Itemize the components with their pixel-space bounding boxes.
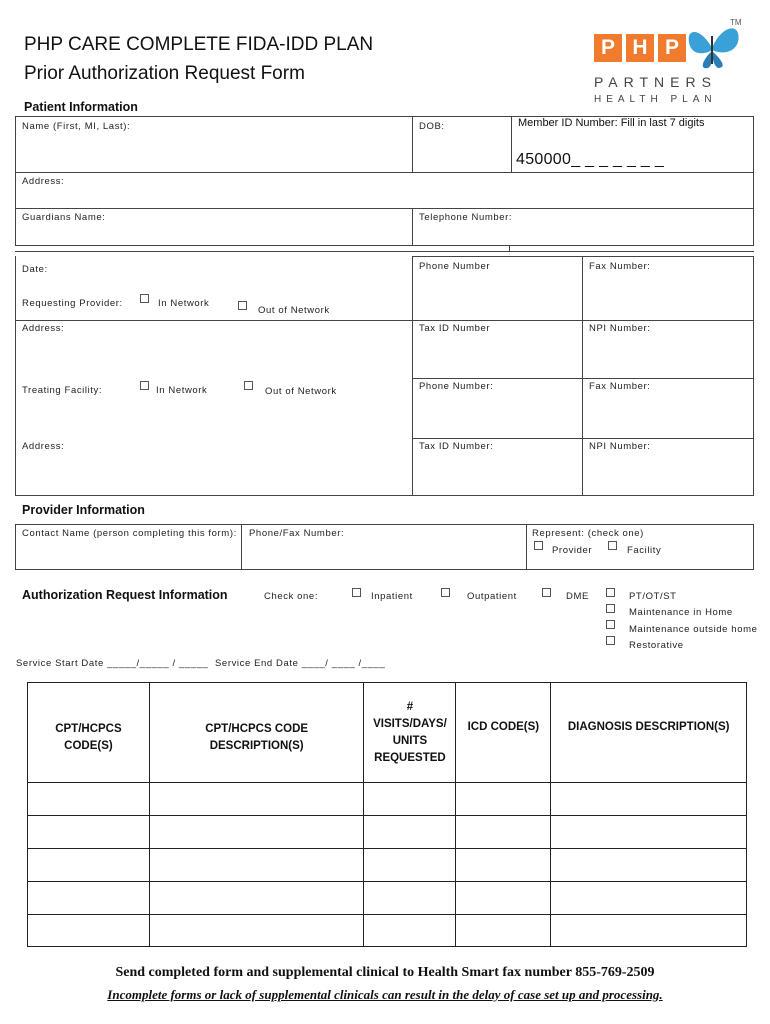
service-start-date[interactable]: Service Start Date _____/_____ / _____: [16, 658, 209, 669]
table-cell[interactable]: [551, 849, 747, 882]
logo-letter-p2: P: [658, 34, 686, 62]
facility-npi-label: NPI Number:: [589, 441, 651, 452]
col-header-icd-codes: ICD CODE(S): [456, 683, 551, 783]
table-cell[interactable]: [149, 915, 364, 947]
table-row: [28, 849, 747, 882]
divider: [582, 256, 583, 496]
table-cell[interactable]: [456, 882, 551, 915]
table-cell[interactable]: [456, 783, 551, 816]
table-row: [28, 915, 747, 947]
table-cell[interactable]: [551, 816, 747, 849]
trademark: TM: [730, 18, 742, 27]
divider: [412, 256, 413, 496]
table-cell[interactable]: [149, 783, 364, 816]
table-cell[interactable]: [456, 816, 551, 849]
butterfly-icon: [682, 18, 744, 78]
dme-checkbox[interactable]: [542, 588, 551, 597]
divider: [511, 116, 512, 173]
inpatient-checkbox[interactable]: [352, 588, 361, 597]
table-cell[interactable]: [364, 849, 456, 882]
logo-partners: PARTNERS: [594, 74, 717, 90]
provider-address-label: Address:: [22, 323, 65, 334]
table-cell[interactable]: [364, 816, 456, 849]
table-row: [28, 783, 747, 816]
table-row: [28, 816, 747, 849]
ptotst-label: PT/OT/ST: [629, 591, 677, 602]
table-cell[interactable]: [28, 915, 150, 947]
treating-out-network-label: Out of Network: [265, 386, 337, 397]
provider-taxid-label: Tax ID Number: [419, 323, 491, 334]
patient-address-field[interactable]: [15, 172, 754, 209]
dme-label: DME: [566, 591, 589, 602]
facility-address-label: Address:: [22, 441, 65, 452]
maint-outside-label: Maintenance outside home: [629, 624, 758, 635]
table-cell[interactable]: [551, 915, 747, 947]
divider: [241, 524, 242, 570]
requesting-out-network-label: Out of Network: [258, 305, 330, 316]
inpatient-label: Inpatient: [371, 591, 413, 602]
divider: [412, 116, 413, 173]
table-header-row: [28, 683, 747, 783]
date-label: Date:: [22, 264, 48, 275]
represent-provider-checkbox[interactable]: [534, 541, 543, 550]
table-cell[interactable]: [364, 783, 456, 816]
maint-outside-checkbox[interactable]: [606, 620, 615, 629]
divider: [15, 320, 754, 321]
patient-name-label: Name (First, MI, Last):: [22, 121, 131, 132]
table-cell[interactable]: [456, 915, 551, 947]
requesting-in-network-checkbox[interactable]: [140, 294, 149, 303]
codes-table: [27, 682, 747, 947]
requesting-out-network-checkbox[interactable]: [238, 301, 247, 310]
represent-facility-checkbox[interactable]: [608, 541, 617, 550]
table-cell[interactable]: [28, 882, 150, 915]
table-cell[interactable]: [28, 849, 150, 882]
divider: [412, 256, 754, 257]
outpatient-checkbox[interactable]: [441, 588, 450, 597]
table-row: [28, 882, 747, 915]
treating-in-network-label: In Network: [156, 385, 208, 396]
footer-delay-warning: Incomplete forms or lack of supplemental clinicals can result in the delay of case set up and processing.: [107, 987, 663, 1002]
ptotst-checkbox[interactable]: [606, 588, 615, 597]
maint-home-checkbox[interactable]: [606, 604, 615, 613]
table-cell[interactable]: [551, 882, 747, 915]
divider: [412, 208, 413, 246]
maint-home-label: Maintenance in Home: [629, 607, 733, 618]
table-cell[interactable]: [149, 816, 364, 849]
restorative-label: Restorative: [629, 640, 684, 651]
treating-out-network-checkbox[interactable]: [244, 381, 253, 390]
service-end-date[interactable]: Service End Date ____/ ____ /____: [215, 658, 386, 669]
table-cell[interactable]: [149, 849, 364, 882]
requesting-in-network-label: In Network: [158, 298, 210, 309]
footer-fax-instructions: Send completed form and supplemental clinical to Health Smart fax number 855-769-2509: [115, 965, 655, 980]
patient-address-label: Address:: [22, 176, 65, 187]
provider-npi-label: NPI Number:: [589, 323, 651, 334]
table-cell[interactable]: [364, 915, 456, 947]
member-id-value[interactable]: 450000_ _ _ _ _ _ _: [516, 151, 665, 168]
logo-health-plan: HEALTH PLAN: [594, 94, 717, 105]
telephone-label: Telephone Number:: [419, 212, 513, 223]
logo-letter-p1: P: [594, 34, 622, 62]
guardian-row: [15, 208, 754, 246]
php-logo: [590, 18, 755, 110]
col-header-cpt-codes: CPT/HCPCS CODE(S): [28, 683, 150, 783]
divider: [15, 251, 754, 252]
divider: [412, 438, 754, 439]
represent-label: Represent: (check one): [532, 528, 644, 539]
patient-info-heading: Patient Information: [24, 100, 138, 114]
col-header-cpt-description: CPT/HCPCS CODE DESCRIPTION(S): [149, 683, 364, 783]
provider-fax-label: Fax Number:: [589, 261, 651, 272]
treating-in-network-checkbox[interactable]: [140, 381, 149, 390]
dob-label: DOB:: [419, 121, 445, 132]
col-header-diagnosis: DIAGNOSIS DESCRIPTION(S): [551, 683, 747, 783]
represent-facility-label: Facility: [627, 545, 662, 556]
facility-phone-label: Phone Number:: [419, 381, 494, 392]
facility-taxid-label: Tax ID Number:: [419, 441, 494, 452]
form-title: PHP CARE COMPLETE FIDA-IDD PLAN: [24, 34, 374, 55]
phone-fax-label: Phone/Fax Number:: [249, 528, 345, 539]
table-cell[interactable]: [28, 816, 150, 849]
outpatient-label: Outpatient: [467, 591, 517, 602]
divider: [15, 495, 754, 496]
table-cell[interactable]: [551, 783, 747, 816]
table-cell[interactable]: [28, 783, 150, 816]
check-one-label: Check one:: [264, 591, 319, 602]
member-id-label: Member ID Number: Fill in last 7 digits: [518, 117, 705, 129]
logo-letter-h: H: [626, 34, 654, 62]
contact-name-label: Contact Name (person completing this form):: [22, 528, 237, 539]
form-subtitle: Prior Authorization Request Form: [24, 63, 305, 84]
col-header-visits: # VISITS/DAYS/ UNITS REQUESTED: [364, 683, 456, 783]
divider: [753, 256, 754, 496]
divider: [412, 378, 754, 379]
treating-facility-label: Treating Facility:: [22, 385, 103, 396]
auth-info-heading: Authorization Request Information: [22, 588, 228, 602]
provider-phone-label: Phone Number: [419, 261, 491, 272]
restorative-checkbox[interactable]: [606, 636, 615, 645]
requesting-provider-label: Requesting Provider:: [22, 298, 123, 309]
guardian-name-label: Guardians Name:: [22, 212, 106, 223]
facility-fax-label: Fax Number:: [589, 381, 651, 392]
divider: [526, 524, 527, 570]
divider: [15, 256, 16, 496]
divider: [509, 246, 510, 251]
provider-info-heading: Provider Information: [22, 503, 145, 517]
represent-provider-label: Provider: [552, 545, 593, 556]
table-cell[interactable]: [364, 882, 456, 915]
table-cell[interactable]: [149, 882, 364, 915]
table-cell[interactable]: [456, 849, 551, 882]
